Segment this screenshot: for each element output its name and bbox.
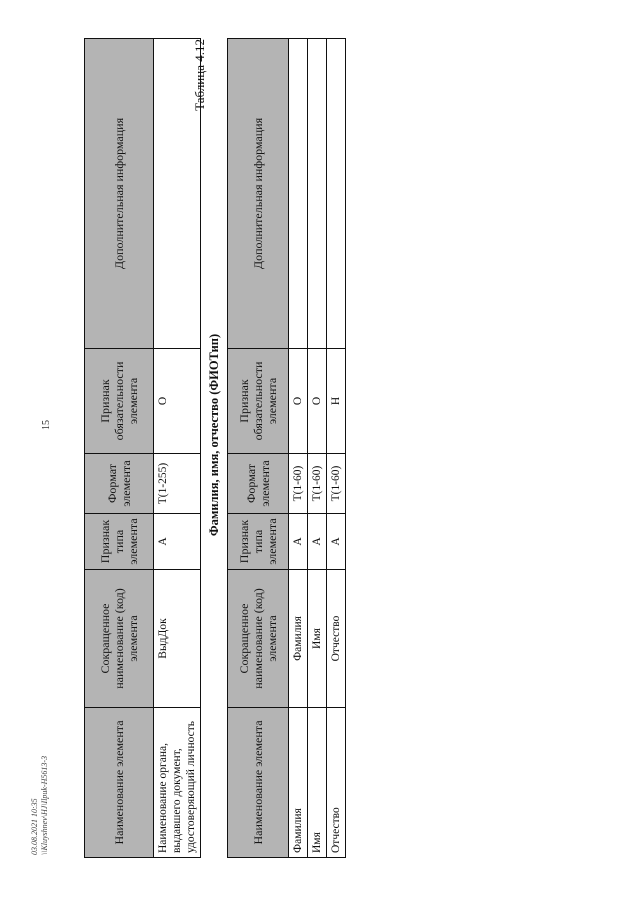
- header-element-format: Формат элемента: [85, 454, 154, 514]
- table-row: [308, 39, 327, 858]
- cell-element-type: А: [289, 514, 308, 570]
- header-extra-info: Дополнительная информация: [228, 39, 289, 349]
- cell-extra-info: [308, 39, 327, 349]
- print-stamp: [30, 756, 50, 855]
- cell-element-format: T(1-60): [289, 454, 308, 514]
- header-extra-info: Дополнительная информация: [85, 39, 154, 349]
- cell-element-name: Наименование органа, выдавшего документ, удостоверяющий личность: [154, 708, 201, 858]
- cell-element-code: ВыдДок: [154, 570, 201, 708]
- header-element-name: Наименование элемента: [228, 708, 289, 858]
- cell-extra-info: [289, 39, 308, 349]
- header-element-required: Признак обязательности элемента: [228, 349, 289, 454]
- table-row: [289, 39, 308, 858]
- cell-element-type: А: [154, 514, 201, 570]
- header-element-code: Сокращенное наименование (код) элемента: [85, 570, 154, 708]
- cell-element-format: T(1-60): [308, 454, 327, 514]
- cell-element-code: Отчество: [327, 570, 346, 708]
- header-element-type: Признак типа элемента: [85, 514, 154, 570]
- table-issuing-authority: [84, 38, 201, 858]
- cell-element-code: Имя: [308, 570, 327, 708]
- header-element-code: Сокращенное наименование (код) элемента: [228, 570, 289, 708]
- cell-element-type: А: [308, 514, 327, 570]
- cell-element-format: T(1-60): [327, 454, 346, 514]
- table-caption: Таблица 4.12: [192, 39, 207, 111]
- table-header-row: [85, 39, 154, 858]
- cell-element-format: T(1-255): [154, 454, 201, 514]
- table-row: [327, 39, 346, 858]
- cell-element-code: Фамилия: [289, 570, 308, 708]
- cell-element-required: О: [289, 349, 308, 454]
- cell-element-name: Имя: [308, 708, 327, 858]
- cell-element-required: О: [154, 349, 201, 454]
- table-header-row: [228, 39, 289, 858]
- cell-element-required: О: [308, 349, 327, 454]
- cell-element-name: Фамилия: [289, 708, 308, 858]
- cell-element-name: Отчество: [327, 708, 346, 858]
- table-title: Фамилия, имя, отчество (ФИОТип): [207, 333, 221, 537]
- stamp-datetime: 03.08.2021 10:35: [30, 798, 39, 855]
- cell-extra-info: [327, 39, 346, 349]
- header-element-format: Формат элемента: [228, 454, 289, 514]
- table-full-name: [227, 38, 346, 858]
- header-element-required: Признак обязательности элемента: [85, 349, 154, 454]
- header-element-name: Наименование элемента: [85, 708, 154, 858]
- page-number: 15: [41, 420, 52, 430]
- cell-element-type: А: [327, 514, 346, 570]
- header-element-type: Признак типа элемента: [228, 514, 289, 570]
- stamp-path: \\Kluyshnev\HJ\Ilpuk-H5613-3: [40, 755, 49, 855]
- cell-element-required: Н: [327, 349, 346, 454]
